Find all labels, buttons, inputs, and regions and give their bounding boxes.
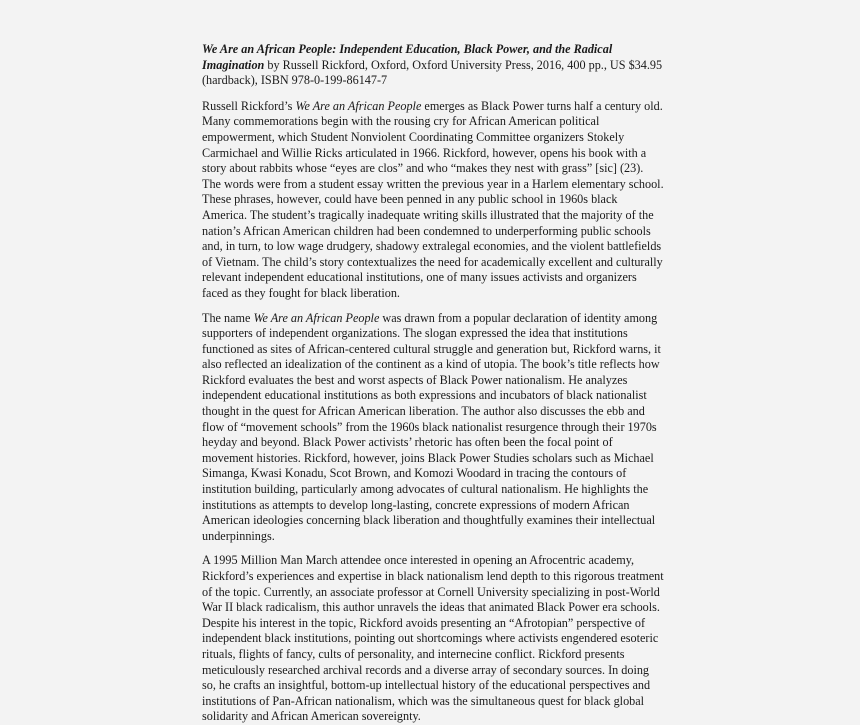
book-citation: [202, 42, 664, 89]
paragraph-italic-title: We Are an African People: [295, 98, 422, 113]
paragraph-text: The name: [202, 310, 254, 325]
paragraph-italic-title: We Are an African People: [253, 310, 380, 325]
paragraph-text: emerges as Black Power turns half a century old. Many commemorations begin with the rousing cry for African American political empowerment, which Student Nonviolent Coordinating Committee organizers Stokely Carmichael and Willie Ricks articulated in 1966. Rickford, however, opens his book with a story about rabbits whose “eyes are clos” and who “makes they nest with grass” [sic] (23). The words were from a student essay written the previous year in a Harlem elementary school. These phrases, however, could have been penned in any public school in 1960s black America. The student’s tragically inadequate writing skills illustrated that the majority of the nation’s African American children had been condemned to underperforming public schools and, in turn, to low wage drudgery, shadowy extralegal economies, and the violent battlefields of Vietnam. The child’s story contextualizes the need for academically excellent and culturally relevant independent educational institutions, one of many issues activists and organizers faced as they fought for black liberation.: [202, 98, 664, 300]
book-details: by Russell Rickford, Oxford, Oxford University Press, 2016, 400 pp., US $34.95 (hardback), ISBN 978-0-199-86147-7: [202, 57, 663, 88]
paragraph-text: was drawn from a popular declaration of identity among supporters of independent organizations. The slogan expressed the idea that institutions functioned as sites of African-centered cultural struggle and generation but, Rickford warns, it also reflected an idealization of the continent as a kind of utopia. The book’s title reflects how Rickford evaluates the best and worst aspects of Black Power nationalism. He analyzes independent educational institutions as both expressions and incubators of black nationalist thought in the quest for African American liberation. The author also discusses the ebb and flow of “movement schools” from the 1960s black nationalist resurgence through their 1970s heyday and beyond. Black Power activists’ rhetoric has often been the focal point of movement histories. Rickford, however, joins Black Power Studies scholars such as Michael Simanga, Kwasi Konadu, Scot Brown, and Komozi Woodard in tracing the contours of institution building, particularly among advocates of cultural nationalism. He highlights the institutions as attempts to develop long-lasting, concrete expressions of modern African American ideologies concerning black liberation and thoughtfully examines their intellectual underpinnings.: [202, 310, 661, 543]
paragraph-text: Russell Rickford’s: [202, 98, 296, 113]
paragraph-3: [202, 553, 664, 725]
paragraph-2: [202, 311, 664, 545]
paragraph-text: A 1995 Million Man March attendee once interested in opening an Afrocentric academy, Rickford’s experiences and expertise in black nationalism lend depth to this rigorous treatment of the topic. Currently, an associate professor at Cornell University specializing in post-World War II black radicalism, this author unravels the ideas that animated Black Power era schools. Despite his interest in the topic, Rickford avoids presenting an “Afrotopian” perspective of independent black institutions, pointing out shortcomings where activists engendered esoteric rituals, flights of fancy, cults of personality, and internecine conflict. Rickford presents meticulously researched archival records and a diverse array of secondary sources. In doing so, he crafts an insightful, bottom-up intellectual history of the educational perspectives and institutions of Pan-African nationalism, which was the simultaneous quest for black global solidarity and African American sovereignty.: [202, 553, 664, 724]
book-title: We Are an African People: Independent Education, Black Power, and the Radical Imagination: [202, 42, 613, 72]
paragraph-1: [202, 99, 664, 302]
